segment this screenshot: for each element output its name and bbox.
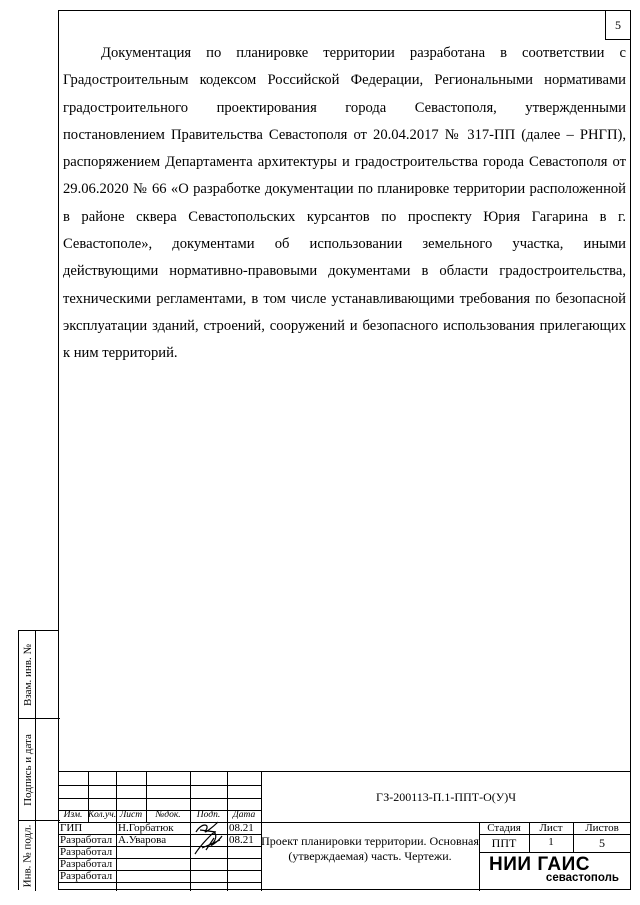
hdr-list: Лист — [119, 810, 143, 820]
stage-header: Стадия — [487, 822, 521, 834]
sheet-number: 5 — [605, 11, 630, 40]
row-role: Разработал — [60, 870, 113, 882]
row-name: А.Уварова — [118, 834, 167, 846]
org-city: севастополь — [545, 872, 619, 884]
side-stamp — [18, 630, 59, 890]
row-role: Разработал — [60, 846, 113, 858]
sheets-header: Листов — [585, 822, 619, 834]
organization-logo — [479, 852, 631, 890]
body-paragraph: Документация по планировке территории разработана в соответствии с Градостроительным кодексом Российской Федерации, Региональными нормативами градостроительного проектирования города Севастополя, утвержденными постановлением Правительства Севастополя от 20.04.2017 № 317-ПП (далее – РНГП), распоряжением Департамента архитектуры и градостроительства города Севастополя от 29.06.2020 № 66 «О разработке документации по планировке территории расположенной в районе сквера Севастопольских курсантов по проспекту Юрия Гагарина в г. Севастополе», документами об использовании земельного участка, иными действующими нормативно-правовыми документами в области градостроительства, техническими регламентами, в том числе устанавливающими требования по безопасной эксплуатации зданий, строений, сооружений и безопасного использования прилегающих к ним территорий. — [63, 45, 626, 362]
sheets-value: 5 — [599, 836, 605, 850]
sheet-header: Лист — [539, 822, 563, 834]
side-stamp-inv: Инв. № подл. — [21, 824, 34, 888]
hdr-podp: Подп. — [196, 810, 221, 820]
sheet-value: 1 — [548, 836, 554, 848]
side-stamp-vzam: Взам. инв. № — [21, 644, 34, 706]
row-role: Разработал — [60, 834, 113, 846]
document-code: ГЗ-200113-П.1-ППТ-О(У)Ч — [375, 789, 517, 804]
org-name: НИИ ГАИС — [489, 854, 590, 875]
title-block — [58, 771, 631, 890]
side-stamp-podpis: Подпись и дата — [21, 734, 34, 806]
row-role: Разработал — [60, 858, 113, 870]
hdr-data: Дата — [232, 810, 256, 820]
row-role: ГИП — [60, 822, 83, 834]
stage-value: ППТ — [491, 836, 517, 850]
hdr-ndok: №док. — [155, 810, 181, 820]
row-date: 08.21 — [229, 834, 254, 846]
body-text — [63, 40, 626, 368]
row-date: 08.21 — [229, 822, 254, 834]
hdr-kol: Кол.уч. — [88, 810, 117, 820]
signature-mark — [192, 818, 226, 858]
row-name: Н.Горбатюк — [118, 822, 174, 834]
hdr-izm: Изм. — [63, 810, 83, 820]
document-title: Проект планировки территории. Основная (утверждаемая) часть. Чертежи. — [261, 834, 479, 863]
